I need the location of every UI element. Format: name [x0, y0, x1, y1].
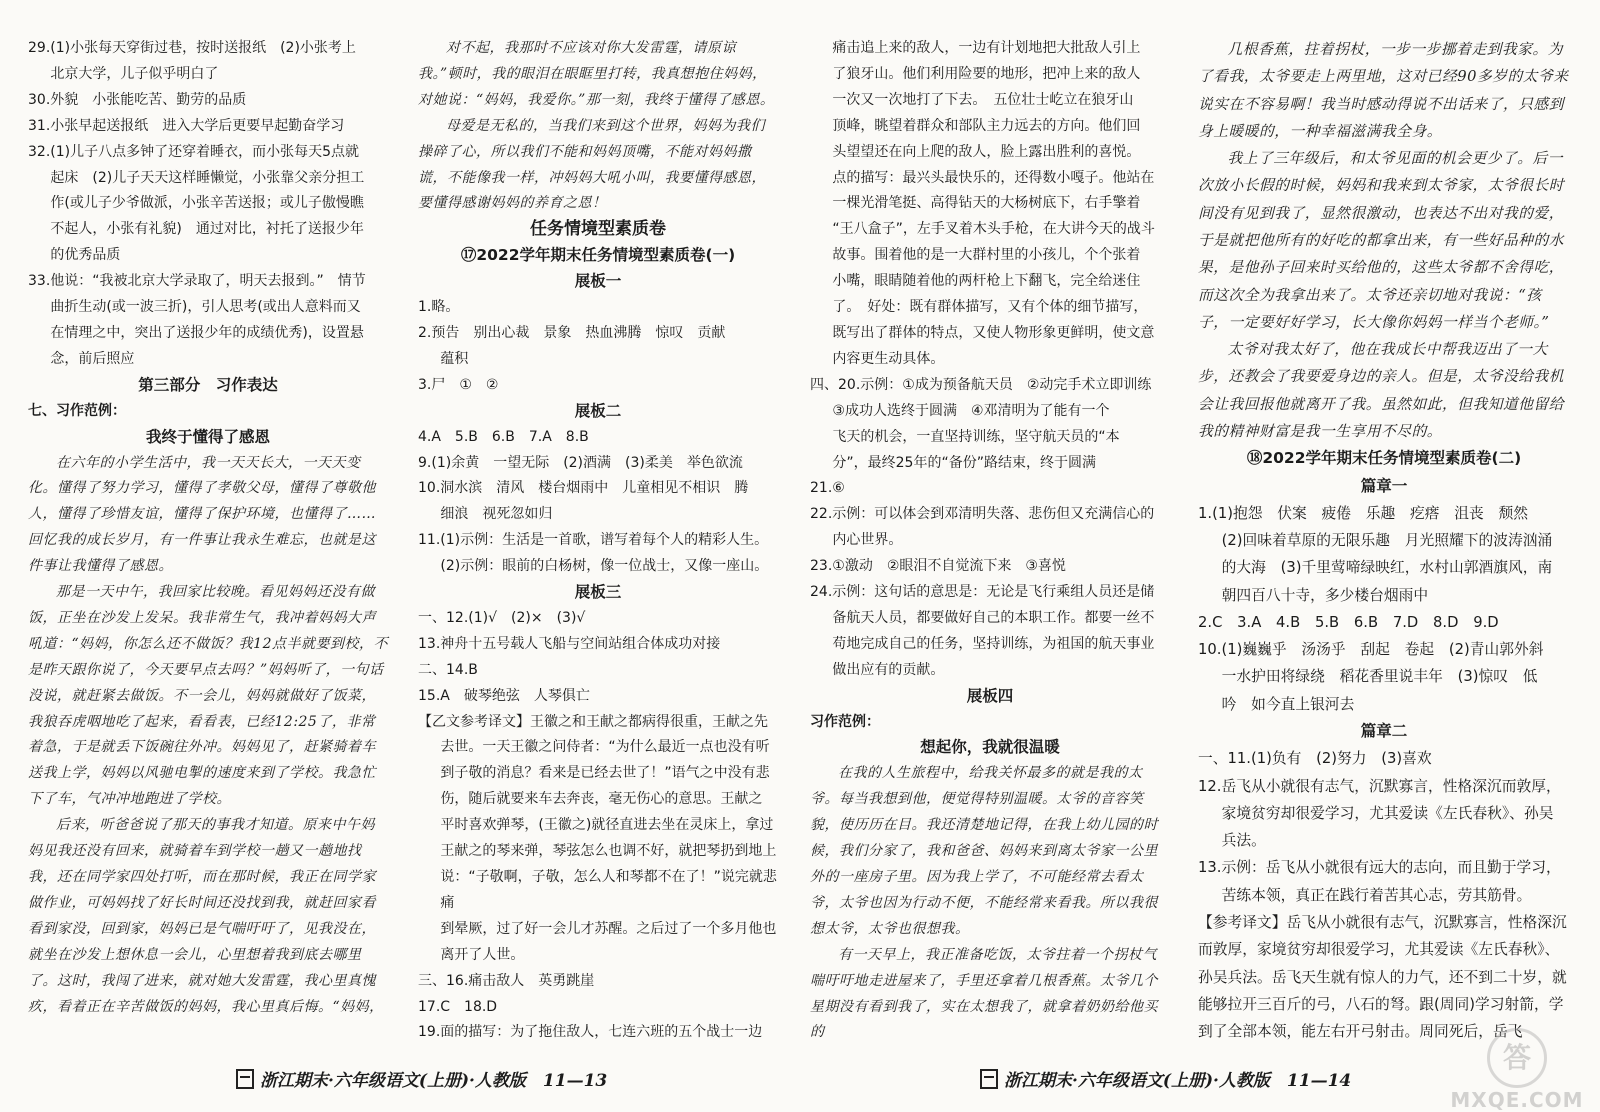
answer-line: 离开了人世。 [440, 946, 525, 963]
answer-line: 三、16.痛击敌人 英勇跳崖 [418, 972, 595, 989]
answer-line: 头望望还在向上爬的敌人，脸上露出胜利的喜悦。 [832, 143, 1141, 160]
essay-paragraph: 有一天早上，我正准备吃饭，太爷拄着一个拐杖气喘吁吁地走进屋来了，手里还拿着几根香蕉。太爷几个星期没有看到我了，实在太想我了，就拿着奶奶给他买的 [810, 946, 1158, 1041]
section-heading: 篇章一 [1360, 476, 1408, 495]
answer-line: 23.①激动 ②眼泪不自觉流下来 ③喜悦 [810, 558, 1066, 575]
answer-lines [28, 36, 388, 451]
section-heading: 展板四 [966, 686, 1014, 705]
answer-line: 1.略。 [418, 299, 460, 316]
answer-line: 平时喜欢弹琴，(王徽之)就径直进去坐在灵床上，拿过 [440, 817, 774, 834]
answer-line: 痛击追上来的敌人，一边有计划地把大批敌人引上 [832, 40, 1141, 56]
answer-line: 10.洞水滨 清风 楼台烟雨中 儿童相见不相识 腾 [418, 480, 749, 497]
site-watermark [1442, 1028, 1592, 1112]
answer-line: 21.⑥ [810, 480, 845, 497]
answer-line: 顶峰，眺望着群众和部队主力远去的方向。他们回 [832, 117, 1141, 134]
answer-line: 念，前后照应 [50, 350, 135, 367]
answer-line: 四、20.示例：①成为预备航天员 ②动完手术立即训练 [810, 376, 1152, 393]
answer-line: 七、习作范例： [28, 402, 126, 419]
answer-line: 10.(1)巍巍乎 汤汤乎 刮起 卷起 (2)青山郭外斜 [1198, 641, 1544, 659]
answer-line: 32.(1)儿子八点多钟了还穿着睡衣，而小张每天5点就 [28, 143, 360, 160]
answer-line: 【参考译文】岳飞从小就很有志气，沉默寡言，性格深沉而敦厚，家境贫穷却很爱学习，尤其爱读《左氏春秋》、孙吴兵法。岳飞天生就有惊人的力气，还不到二十岁，就能够拉开三百斤的弓，八石的弩。跟(周同)学习射箭，学到了全部本领，能左右开弓射击。周同死后，岳飞 [1198, 914, 1567, 1041]
answer-line: 蕴积 [440, 350, 469, 367]
left-page [6, 0, 790, 1102]
answer-line: 29.(1)小张每天穿街过巷，按时送报纸 (2)小张考上 [28, 40, 356, 56]
watermark-logo: 答 [1487, 1028, 1547, 1088]
answer-lines [418, 217, 778, 1046]
answer-line: 一次又一次地打了下去。 五位壮士屹立在狼牙山 [832, 91, 1134, 108]
essay-paragraph: 母爱是无私的，当我们来到这个世界，妈妈为我们操碎了心，所以我们不能和妈妈顶嘴，不能对妈妈撒谎，不能像我一样，冲妈妈大吼小叫，我要懂得感恩，要懂得感谢妈妈的养育之恩！ [418, 117, 766, 212]
answer-line: 9.(1)余黄 一望无际 (2)酒满 (3)柔美 举色欲流 [418, 454, 743, 471]
answer-line: 了狼牙山。他们利用险要的地形，把冲上来的敌人 [832, 65, 1141, 82]
answer-line: 兵法。 [1221, 832, 1266, 850]
section-heading: 我终于懂得了感恩 [145, 427, 270, 446]
essay-paragraph: 几根香蕉，拄着拐杖，一步一步挪着走到我家。为了看我，太爷要走上两里地，这对已经90多岁的太爷来说实在不容易啊！我当时感动得说不出话来了，只感到身上暖暖的，一种幸福滋满我全身。 [1198, 41, 1569, 140]
answer-line: 在情理之中，突出了送报少年的成绩优秀)，设置悬 [50, 324, 364, 341]
section-heading: ⑰2022学年期末任务情境型素质卷(一) [460, 246, 736, 265]
left-column-2 [418, 36, 778, 1046]
answer-line: 伤，随后就要来车去奔丧，毫无伤心的意思。王献之 [440, 791, 763, 808]
book-icon [980, 1069, 998, 1089]
answer-line: 了。 好处：既有群体描写，又有个体的细节描写， [832, 299, 1148, 316]
left-column-1 [28, 36, 388, 1020]
answer-line: 19.面的描写：为了拖住敌人，七连六班的五个战士一边 [418, 1024, 763, 1041]
section-heading: 任务情境型素质卷 [530, 219, 666, 240]
right-column-1 [810, 36, 1170, 1046]
answer-line: 点的描写：最兴头最快乐的，还得数小嘎子。他站在 [832, 169, 1155, 186]
answer-line: 细浪 视死忽如归 [440, 506, 553, 523]
answer-line: 1.(1)抱怨 伏案 疲倦 乐趣 疙瘩 沮丧 颓然 [1198, 504, 1528, 522]
watermark-site: MXQE.COM [1450, 1088, 1584, 1112]
answer-line: 33.他说：“我被北京大学录取了，明天去报到。” 情节 [28, 273, 366, 290]
page-footer [236, 1066, 607, 1091]
answer-line: 13.示例：岳飞从小就很有远大的志向，而且勤于学习， [1198, 859, 1561, 877]
essay-continued [418, 36, 778, 217]
answer-line: 王献之的琴来弹，琴弦怎么也调不好，就把琴扔到地上 [440, 843, 777, 860]
answer-line: 13.神舟十五号载人飞船与空间站组合体成功对接 [418, 635, 721, 652]
answer-line: 11.(1)示例：生活是一首歌，谱写着每个人的精彩人生。 [418, 532, 769, 549]
section-heading: 展板一 [574, 272, 622, 291]
right-column-2 [1198, 36, 1570, 1045]
answer-line: 22.示例：可以体会到邓清明失落、悲伤但又充满信心的 [810, 506, 1155, 523]
answer-line: 一棵光滑笔挺、高得钻天的大杨树底下，右手擎着 [832, 195, 1141, 212]
answer-line: 到晕厥，过了好一会儿才苏醒。之后过了一个多月他也 [440, 920, 777, 937]
answer-line: 30.外貌 小张能吃苦、勤劳的品质 [28, 91, 247, 108]
answer-line: “王八盒子”，左手叉着木头手枪，在大讲今天的战斗 [832, 221, 1155, 238]
answer-line: 的大海 (3)千里莺啼绿映红，水村山郭酒旗风，南 [1221, 559, 1553, 577]
answer-line: ③成功人选终于圆满 ④邓清明为了能有一个 [832, 402, 1110, 419]
answer-line: 内心世界。 [832, 532, 903, 549]
answer-line: 备航天人员，都要做好自己的本职工作。都要一丝不 [832, 609, 1155, 626]
essay-paragraph: 我上了三年级后，和太爷见面的机会更少了。后一次放小长假的时候，妈妈和我来到太爷家，太爷很长时间没有见到我了，显然很激动，也表达不出对我的爱，于是就把他所有的好吃的都拿出来，有一些好品种的水果，是他孙子回来时买给他的，这些太爷都不舍得吃，而这次全为我拿出来了。太爷还亲切地对我说：“孩子，一定要好好学习，长大像你妈妈一样当个老师。” [1198, 150, 1564, 331]
answer-line: 12.岳飞从小就很有志气，沉默寡言，性格深沉而敦厚， [1198, 777, 1561, 795]
answer-line: 内容更生动具体。 [832, 350, 945, 367]
answer-line: 4.A 5.B 6.B 7.A 8.B [418, 428, 589, 445]
answer-line: (2)示例：眼前的白杨树，像一位战士，又像一座山。 [440, 558, 769, 575]
essay-paragraph: 对不起，我那时不应该对你大发雷霆，请原谅我。”顿时，我的眼泪在眼眶里打转，我真想抱住妈妈，对她说：“妈妈，我爱你。”那一刻，我终于懂得了感恩。 [418, 40, 775, 108]
answer-line: 到子敬的消息？看来是已经去世了！”语气之中没有悲 [440, 765, 770, 782]
answer-line: 去世。一天王徽之问侍者：“为什么最近一点也没有听 [440, 739, 770, 756]
section-heading: 展板三 [574, 583, 622, 602]
answer-line: 飞天的机会，一直坚持训练，坚守航天员的“本 [832, 428, 1120, 445]
essay-continued [1198, 36, 1570, 445]
answer-line: 苟地完成自己的任务，坚持训练，为祖国的航天事业 [832, 635, 1155, 652]
essay-paragraph: 在我的人生旅程中，给我关怀最多的就是我的太爷。每当我想到他，便觉得特别温暖。太爷的音容笑貌，使历历在目。我还清楚地记得，在我上幼儿园的时候，我们分家了，我和爸爸、妈妈来到离太爷家一公里外的一座房子里。因为我上学了，不可能经常去看太爷，太爷也因为行动不便，不能经常来看我。所以我很想太爷，太爷也很想我。 [810, 765, 1158, 937]
answer-line: 一、12.(1)√ (2)× (3)√ [418, 609, 586, 626]
answer-line: 15.A 破琴绝弦 人琴俱亡 [418, 687, 590, 704]
answer-line: (2)回味着草原的无限乐趣 月光照耀下的波涛汹涌 [1221, 532, 1553, 550]
answer-line: 北京大学，儿子似乎明白了 [50, 65, 219, 82]
essay-paragraph: 后来，听爸爸说了那天的事我才知道。原来中午妈妈见我还没有回来，就骑着车到学校一趟又一趟地找我，还在同学家四处打听，而在那时候，我正在同学家做作业，可妈妈找了好长时间还没找到我，就赶回家看看到家没，回到家，妈妈已是气喘吁吁了，见我没在，就坐在沙发上想休息一会儿，心里想着我到底去哪里了。这时，我闯了进来，就对她大发雷霆，我心里真愧疚，看着正在辛苦做饭的妈妈，我心里真后悔。“妈妈， [28, 817, 384, 1015]
answer-line: 3.尸 ① ② [418, 376, 499, 393]
answer-line: 吟 如今直上银河去 [1221, 695, 1355, 713]
answer-line: 苦练本领，真正在践行着苦其心志，劳其筋骨。 [1221, 886, 1532, 904]
answer-line: 分”，最终25年的“备份”路结束，终于圆满 [832, 454, 1096, 471]
answer-line: 既写出了群体的特点，又使人物形象更鲜明，使文意 [832, 324, 1155, 341]
footer-text: 浙江期末·六年级语文(上册)·人教版 11—13 [260, 1071, 608, 1091]
answer-line: 小嘴，眼睛随着他的两杆枪上下翻飞，完全给迷住 [832, 273, 1141, 290]
answer-line: 曲折生动(或一波三折)，引人思考(或出人意料而又 [50, 299, 361, 316]
essay-paragraph: 太爷对我太好了，他在我成长中帮我迈出了一大步，还教会了我要爱身边的亲人。但是，太爷没给我机会让我回报他就离开了我。虽然如此，但我知道他留给我的精神财富是我一生享用不尽的。 [1198, 341, 1564, 440]
section-heading: 篇章二 [1360, 722, 1408, 741]
essay-text [28, 451, 388, 1021]
answer-line: 2.C 3.A 4.B 5.B 6.B 7.D 8.D 9.D [1198, 613, 1499, 631]
answer-line: 故事。围着他的是一大群村里的小孩儿，个个张着 [832, 247, 1141, 264]
answer-line: 不起人，小张有礼貌) 通过对比，衬托了送报少年 [50, 221, 364, 238]
answer-line: 17.C 18.D [418, 998, 498, 1015]
answer-line: 说：“子敬啊，子敬，怎么人和琴都不在了！”说完就悲痛 [440, 869, 777, 911]
essay-paragraph: 在六年的小学生活中，我一天天长大，一天天变化。懂得了努力学习，懂得了孝敬父母，懂得了尊敬他人，懂得了珍惜友谊，懂得了保护环境，也懂得了……回忆我的成长岁月，有一件事让我永生难忘，也就是这件事让我懂得了感恩。 [28, 454, 376, 575]
footer-text: 浙江期末·六年级语文(上册)·人教版 11—14 [1004, 1071, 1352, 1091]
answer-lines [810, 36, 1170, 761]
answer-line: 作(或儿子少爷做派，小张辛苦送报；或儿子傲慢瞧 [50, 195, 364, 212]
section-heading: 展板二 [574, 401, 622, 420]
answer-line: 起床 (2)儿子天天这样睡懒觉，小张靠父亲分担工 [50, 169, 365, 186]
section-heading: 想起你，我就很温暖 [920, 738, 1060, 757]
answer-line: 一、11.(1)负有 (2)努力 (3)喜欢 [1198, 750, 1432, 768]
answer-line: 【乙文参考译文】王徽之和王献之都病得很重，王献之先 [418, 713, 768, 730]
answer-line: 31.小张早起送报纸 进入大学后更要早起勤奋学习 [28, 117, 345, 134]
answer-line: 朝四百八十寺，多少楼台烟雨中 [1221, 586, 1429, 604]
answer-line: 做出应有的贡献。 [832, 661, 945, 678]
essay-paragraph: 那是一天中午，我回家比较晚。看见妈妈还没有做饭，正坐在沙发上发呆。我非常生气，我冲着妈妈大声吼道：“妈妈，你怎么还不做饭？我12点半就要到校，不是昨天跟你说了，今天要早点去吗？”妈妈听了，一句话没说，就赶紧去做饭。不一会儿，妈妈就做好了饭菜，我狼吞虎咽地吃了起来，看看表，已经12:25了，非常着急，于是就丢下饭碗往外冲。妈妈见了，赶紧骑着车送我上学，妈妈以风驰电掣的速度来到了学校。我急忙下了车，气冲冲地跑进了学校。 [28, 584, 388, 808]
answer-line: 的优秀品质 [50, 247, 121, 264]
essay-text [810, 761, 1170, 1046]
answer-line: 一水护田将绿绕 稻花香里说丰年 (3)惊叹 低 [1221, 668, 1538, 686]
answer-line: 习作范例： [810, 713, 880, 730]
answer-line: 24.示例：这句话的意思是：无论是飞行乘组人员还是储 [810, 584, 1155, 601]
answer-line: 家境贫穷却很爱学习，尤其爱读《左氏春秋》、孙吴 [1221, 804, 1554, 822]
section-heading: 第三部分 习作表达 [138, 375, 278, 394]
answer-line: 2.预告 别出心裁 景象 热血沸腾 惊叹 贡献 [418, 324, 726, 341]
page-footer [980, 1066, 1351, 1091]
book-icon [236, 1069, 254, 1089]
section-heading: ⑱2022学年期末任务情境型素质卷(二) [1246, 449, 1522, 468]
right-page [810, 0, 1594, 1102]
answer-line: 二、14.B [418, 661, 478, 678]
answer-lines [1198, 445, 1570, 1045]
